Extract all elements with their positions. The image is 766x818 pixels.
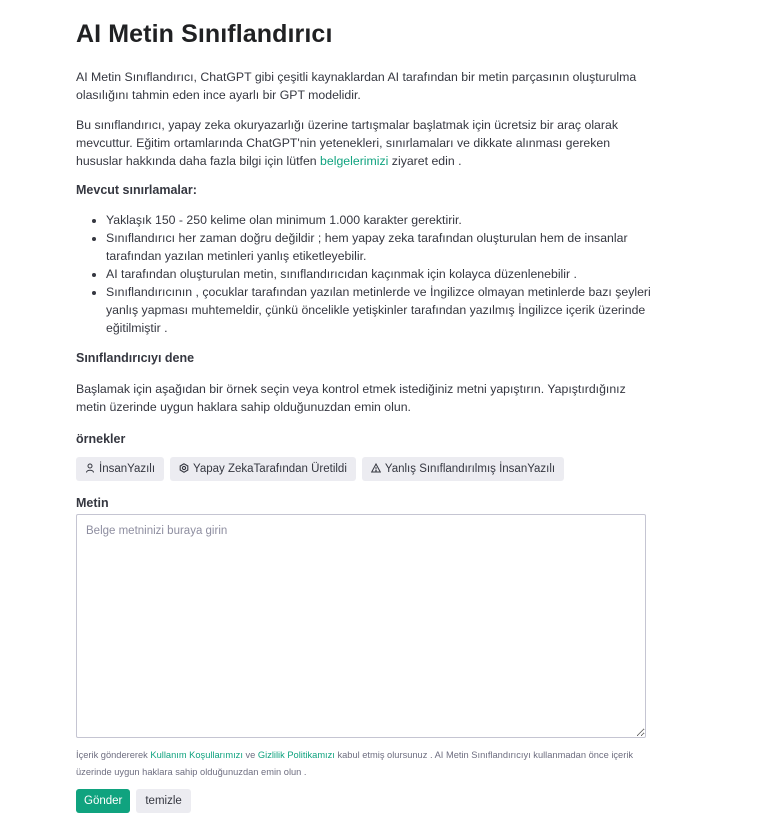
terms-text-2: ve <box>242 750 258 760</box>
docs-link[interactable]: belgelerimizi <box>320 154 389 168</box>
page-title: AI Metin Sınıflandırıcı <box>76 20 333 48</box>
info-text-before: Bu sınıflandırıcı, yapay zeka okuryazarlığı üzerine tartışmalar başlatmak için ücretsiz bir araç olarak mevcuttur. Eğitim ortamlarında ChatGPT'nin yetenekleri, sınırlamaları ve dikkate alınması gereken hususlar hakkında daha fazla bilgi için lütfen <box>76 118 618 168</box>
examples-heading: örnekler <box>76 432 126 446</box>
try-heading: Sınıflandırıcıyı dene <box>76 351 195 365</box>
example-ai-generated-button[interactable] <box>170 457 356 481</box>
example-chips <box>76 457 564 481</box>
info-text-after: ziyaret edin . <box>388 154 462 168</box>
submit-button[interactable]: Gönder <box>76 789 130 813</box>
intro-paragraph: AI Metin Sınıflandırıcı, ChatGPT gibi çeşitli kaynaklardan AI tarafından bir metin parçasının oluşturulma olasılığını tahmin eden ince ayarlı bir GPT modelidir. <box>76 70 637 102</box>
example-human-written-button[interactable] <box>76 457 164 481</box>
terms-text-3: kabul etmiş olursunuz . AI Metin Sınıflandırıcıyı kullanmadan önce içerik üzerinde uygun haklara sahip olduğunuzdan emin olun . <box>76 750 634 777</box>
info-paragraph <box>76 116 646 170</box>
limitation-item: • AI tarafından oluşturulan metin, sınıflandırıcıdan kaçınmak için kolayca düzenlenebilir . <box>106 265 676 283</box>
warning-icon <box>371 463 381 476</box>
chip-label: İnsanYazılı <box>99 463 156 475</box>
action-buttons <box>76 789 191 813</box>
example-misclassified-button[interactable] <box>362 457 564 481</box>
chip-label: Yanlış Sınıflandırılmış İnsanYazılı <box>384 463 556 475</box>
terms-notice <box>76 747 646 781</box>
terms-of-use-link[interactable]: Kullanım Koşullarımızı <box>150 750 243 760</box>
person-icon <box>85 463 95 476</box>
clear-button[interactable]: temizle <box>136 789 190 813</box>
privacy-policy-link[interactable]: Gizlilik Politikamızı <box>257 750 335 760</box>
limitation-item: • Yaklaşık 150 - 250 kelime olan minimum 1.000 karakter gerektirir. <box>106 211 676 229</box>
limitations-list <box>76 211 676 337</box>
chip-label: Yapay ZekaTarafından Üretildi <box>193 463 347 475</box>
limitations-heading: Mevcut sınırlamalar: <box>76 183 197 197</box>
document-text-input[interactable] <box>76 514 646 738</box>
limitation-item: • Sınıflandırıcının , çocuklar tarafından yazılan metinlerde ve İngilizce olmayan metinlerde bazı şeyleri yanlış yapması muhtemeldir, çünkü öncelikle yetişkinler tarafından yazılmış İngilizce içerik üzerinde eğitilmiştir . <box>106 283 676 337</box>
limitation-item: • Sınıflandırıcı her zaman doğru değildir ; hem yapay zeka tarafından oluşturulan hem de insanlar tarafından yazılan metinleri yanlış etiketleyebilir. <box>106 229 676 265</box>
text-field-label: Metin <box>76 496 109 510</box>
openai-logo-icon <box>179 463 189 476</box>
try-paragraph: Başlamak için aşağıdan bir örnek seçin veya kontrol etmek istediğiniz metni yapıştırın. Yapıştırdığınız metin üzerinde uygun haklara sahip olduğunuzdan emin olun. <box>76 382 626 414</box>
terms-text-1: İçerik göndererek <box>76 750 151 760</box>
